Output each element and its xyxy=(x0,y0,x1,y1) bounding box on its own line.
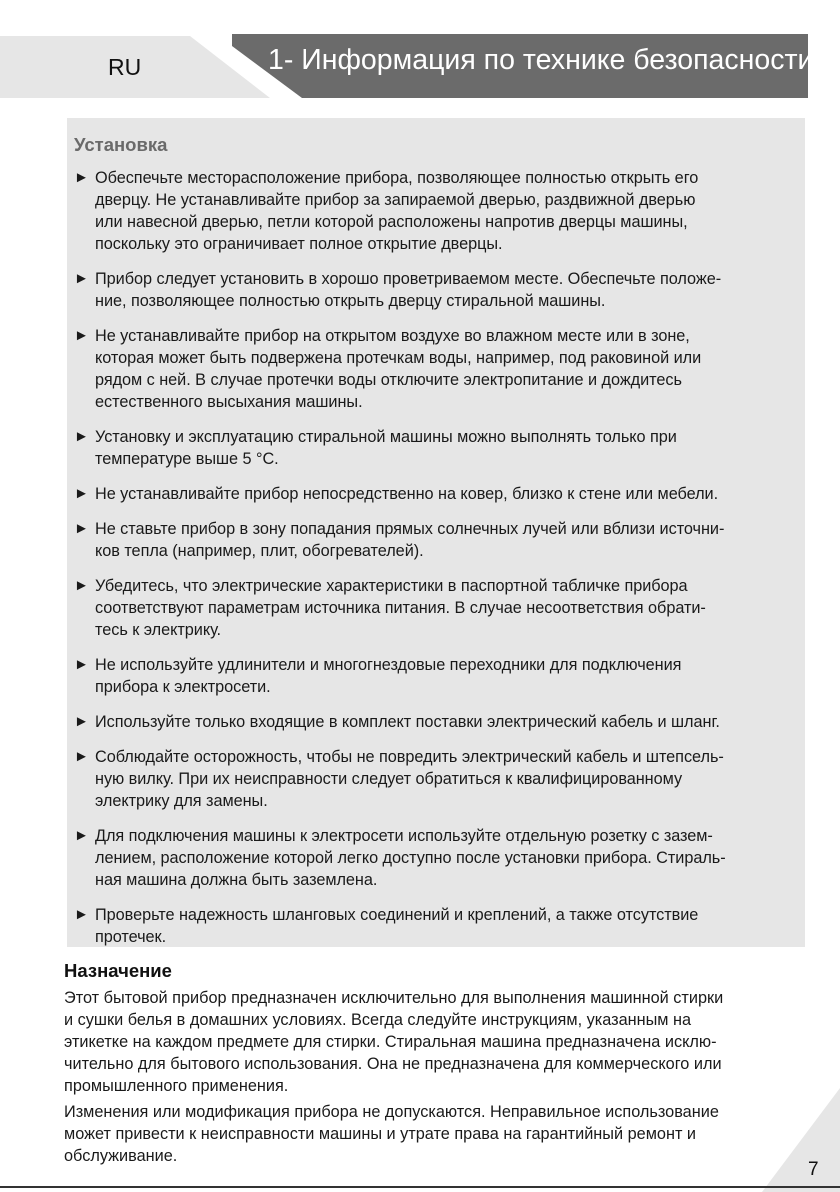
list-item xyxy=(74,167,805,255)
list-item-line: ную вилку. При их неисправности следует обратиться к квалифицированному xyxy=(95,770,683,788)
bullet-arrow-icon: ► xyxy=(74,748,89,765)
list-item-line: электрику для замены. xyxy=(95,792,268,810)
list-item-line: Для подключения машины к электросети используйте отдельную розетку с зазем- xyxy=(95,827,713,845)
list-item-line: лением, расположение которой легко доступно после установки прибора. Стираль- xyxy=(95,849,726,867)
list-item-line: Не используйте удлинители и многогнездовые переходники для подключения xyxy=(95,656,682,674)
paragraph-line: может привести к неисправности машины и утрате права на гарантийный ремонт и xyxy=(64,1125,697,1143)
list-item-line: Соблюдайте осторожность, чтобы не повредить электрический кабель и штепсель- xyxy=(95,748,724,766)
list-item-line: протечек. xyxy=(95,928,167,946)
list-item-line: тесь к электрику. xyxy=(95,621,222,639)
paragraph xyxy=(64,1101,804,1167)
list-item-line: Не устанавливайте прибор непосредственно на ковер, близко к стене или мебели. xyxy=(95,485,719,503)
bullet-arrow-icon: ► xyxy=(74,656,89,673)
list-item-line: Не ставьте прибор в зону попадания прямых солнечных лучей или вблизи источни- xyxy=(95,520,725,538)
paragraph-line: промышленного применения. xyxy=(64,1077,289,1095)
paragraph-line: Изменения или модификация прибора не допускаются. Неправильное использование xyxy=(64,1103,719,1121)
list-item-line: прибора к электросети. xyxy=(95,678,271,696)
list-item xyxy=(74,426,805,470)
list-item-line: рядом с ней. В случае протечки воды отключите электропитание и дождитесь xyxy=(95,371,682,389)
purpose-section xyxy=(64,960,804,1171)
list-item-line: естественного высыхания машины. xyxy=(95,393,363,411)
list-item-line: которая может быть подвержена протечкам воды, например, под раковиной или xyxy=(95,349,702,367)
list-item-line: поскольку это ограничивает полное открытие дверцы. xyxy=(95,235,503,253)
list-item-line: Убедитесь, что электрические характеристики в паспортной табличке прибора xyxy=(95,577,688,595)
installation-heading: Установка xyxy=(74,134,168,155)
purpose-body xyxy=(64,987,804,1167)
list-item-line: Прибор следует установить в хорошо проветриваемом месте. Обеспечьте положе- xyxy=(95,270,722,288)
paragraph-line: и сушки белья в домашних условиях. Всегда следуйте инструкциям, указанным на xyxy=(64,1011,692,1029)
list-item xyxy=(74,746,805,812)
list-item-line: Проверьте надежность шланговых соединений и креплений, а также отсутствие xyxy=(95,906,699,924)
list-item xyxy=(74,268,805,312)
paragraph-line: Этот бытовой прибор предназначен исключительно для выполнения машинной стирки xyxy=(64,989,724,1007)
bullet-arrow-icon: ► xyxy=(74,327,89,344)
paragraph xyxy=(64,987,804,1097)
installation-list xyxy=(74,167,805,948)
bullet-arrow-icon: ► xyxy=(74,520,89,537)
bullet-arrow-icon: ► xyxy=(74,577,89,594)
purpose-heading: Назначение xyxy=(64,960,172,981)
bullet-arrow-icon: ► xyxy=(74,906,89,923)
list-item-line: Используйте только входящие в комплект поставки электрический кабель и шланг. xyxy=(95,713,720,731)
list-item-line: температуре выше 5 °C. xyxy=(95,450,279,468)
list-item xyxy=(74,904,805,948)
installation-section xyxy=(67,118,805,947)
bullet-arrow-icon: ► xyxy=(74,827,89,844)
bullet-arrow-icon: ► xyxy=(74,428,89,445)
paragraph-line: этикетке на каждом предмете для стирки. Стиральная машина предназначена исклю- xyxy=(64,1033,717,1051)
list-item-line: Установку и эксплуатацию стиральной машины можно выполнять только при xyxy=(95,428,677,446)
list-item-line: соответствуют параметрам источника питания. В случае несоответствия обрати- xyxy=(95,599,706,617)
bullet-arrow-icon: ► xyxy=(74,169,89,186)
bullet-arrow-icon: ► xyxy=(74,713,89,730)
list-item xyxy=(74,654,805,698)
section-title: 1- Информация по технике безопасности xyxy=(268,44,814,76)
list-item-line: ков тепла (например, плит, обогревателей). xyxy=(95,542,424,560)
page-number: 7 xyxy=(808,1159,819,1180)
list-item-line: Не устанавливайте прибор на открытом воздухе во влажном месте или в зоне, xyxy=(95,327,690,345)
paragraph-line: чительно для бытового использования. Она не предназначена для коммерческого или xyxy=(64,1055,722,1073)
language-label: RU xyxy=(108,54,142,80)
list-item xyxy=(74,575,805,641)
list-item-line: или навесной дверью, петли которой расположены напротив дверцы машины, xyxy=(95,213,688,231)
list-item xyxy=(74,518,805,562)
list-item-line: дверцу. Не устанавливайте прибор за запираемой дверью, раздвижной дверью xyxy=(95,191,696,209)
list-item xyxy=(74,325,805,413)
list-item xyxy=(74,711,805,733)
paragraph-line: обслуживание. xyxy=(64,1147,178,1165)
list-item-line: Обеспечьте месторасположение прибора, позволяющее полностью открыть его xyxy=(95,169,699,187)
list-item-line: ние, позволяющее полностью открыть дверцу стиральной машины. xyxy=(95,292,606,310)
list-item-line: ная машина должна быть заземлена. xyxy=(95,871,378,889)
list-item xyxy=(74,483,805,505)
bullet-arrow-icon: ► xyxy=(74,270,89,287)
bottom-rule xyxy=(0,1186,840,1188)
bullet-arrow-icon: ► xyxy=(74,485,89,502)
list-item xyxy=(74,825,805,891)
